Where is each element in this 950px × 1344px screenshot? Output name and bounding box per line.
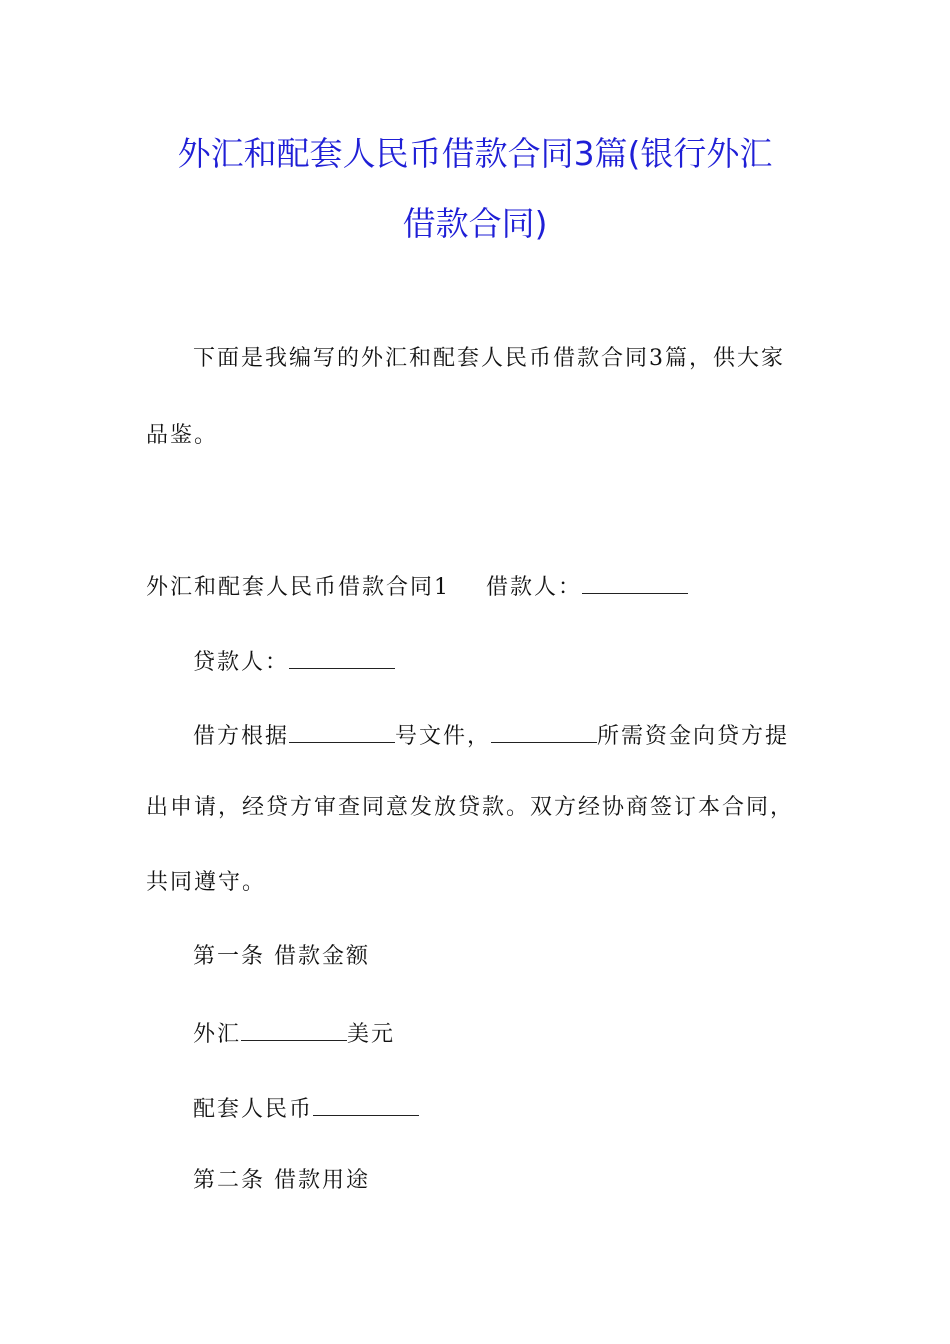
para1-line2: 出申请，经贷方审查同意发放贷款。双方经协商签订本合同， [146, 795, 795, 820]
intro-line1: 下面是我编写的外汇和配套人民币借款合同3篇，供大家 [193, 346, 785, 371]
forex-amount-blank [241, 1020, 347, 1041]
forex-unit: 美元 [347, 1022, 396, 1047]
borrower-blank [582, 573, 688, 594]
para1-part-c: 所需资金向贷方提 [597, 724, 790, 749]
para1-part-b: 号文件， [395, 724, 492, 749]
rmb-row [193, 1095, 419, 1121]
document-number-blank [289, 722, 395, 743]
para1-line3: 共同遵守。 [146, 870, 267, 895]
borrower-label: 借款人： [486, 575, 583, 600]
intro-line2: 品鉴。 [146, 423, 219, 448]
para1-part-a: 借方根据 [193, 724, 290, 749]
lender-row [193, 648, 395, 674]
lender-label: 贷款人： [193, 650, 290, 675]
document-title-line2: 借款合同) [402, 204, 548, 243]
forex-label: 外汇 [193, 1022, 242, 1047]
document-title-line1: 外汇和配套人民币借款合同3篇(银行外汇 [177, 134, 773, 173]
contract-heading: 外汇和配套人民币借款合同1 [146, 575, 450, 600]
lender-blank [289, 648, 395, 669]
contract-heading-row [146, 573, 688, 599]
article2-heading: 第二条 借款用途 [193, 1168, 370, 1193]
forex-row [193, 1020, 395, 1046]
purpose-blank [491, 722, 597, 743]
rmb-amount-blank [313, 1095, 419, 1116]
rmb-label: 配套人民币 [193, 1097, 314, 1122]
para1-line1 [193, 722, 789, 748]
article1-heading: 第一条 借款金额 [193, 944, 370, 969]
